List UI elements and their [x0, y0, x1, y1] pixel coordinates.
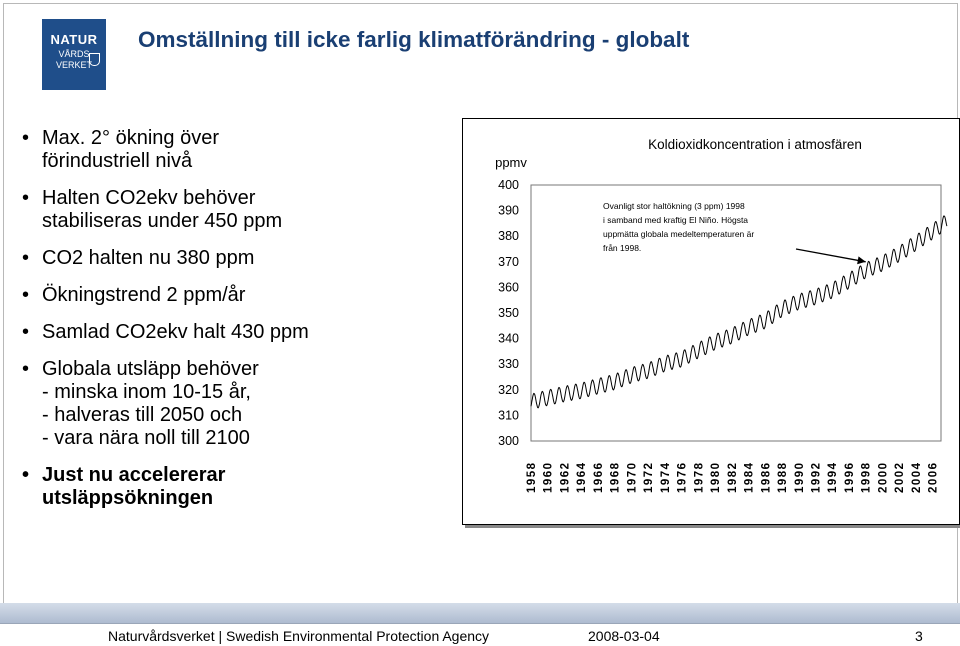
bullet-item: • Max. 2° ökning över förindustriell nivå	[20, 127, 450, 173]
x-tick-label: 1980	[710, 461, 723, 493]
logo-line-3: VERKET	[55, 60, 92, 70]
x-tick-label: 1990	[793, 461, 806, 493]
x-tick-label: 1970	[626, 461, 639, 493]
x-tick-label: 1958	[526, 461, 538, 493]
y-tick-label: 400	[498, 178, 519, 192]
arrowhead	[857, 256, 866, 264]
x-tick-label: 1972	[643, 461, 656, 493]
x-tick-label: 1964	[576, 461, 589, 493]
x-tick-label: 1974	[659, 461, 672, 493]
y-tick-label: 370	[498, 254, 519, 269]
annotation-arrow	[796, 249, 866, 262]
x-tick-label: 1994	[827, 461, 840, 493]
logo-line-1: NATUR	[50, 32, 98, 47]
y-tick-label: 390	[498, 203, 519, 218]
x-tick-label: 2002	[894, 461, 907, 493]
page-number: 3	[915, 628, 923, 644]
x-tick-label: 1960	[542, 461, 555, 493]
bullet-list	[20, 127, 450, 524]
x-tick-label: 1976	[676, 461, 689, 493]
x-tick-label: 1962	[559, 461, 572, 493]
x-tick-label: 1996	[843, 461, 856, 493]
footer-organisation: Naturvårdsverket | Swedish Environmental Protection Agency	[108, 628, 490, 644]
x-tick-label: 2004	[910, 461, 923, 493]
x-tick-label: 1992	[810, 461, 823, 493]
footer-date: 2008-03-04	[588, 628, 660, 644]
annotation-text: Ovanligt stor haltökning (3 ppm) 1998 i samband med kraftig El Niño. Högsta uppmätta globala medeltemperaturen är från 1998.	[603, 201, 755, 253]
footer-divider	[0, 623, 960, 624]
x-tick-label: 2000	[877, 461, 890, 493]
chart-title: Koldioxidkoncentration i atmosfären	[648, 137, 862, 152]
x-tick-label: 1966	[592, 461, 605, 493]
bullet-item: • Just nu accelererar utsläppsökningen	[20, 464, 450, 510]
y-tick-label: 320	[498, 382, 519, 397]
y-tick-label: 340	[498, 331, 519, 346]
x-tick-label: 1988	[777, 461, 790, 493]
co2-chart	[462, 118, 960, 525]
y-tick-label: 380	[498, 229, 519, 244]
chart-canvas	[463, 119, 959, 524]
footer	[0, 603, 960, 646]
bullet-item: • Samlad CO2ekv halt 430 ppm	[20, 321, 450, 344]
bullet-item: • Halten CO2ekv behöver stabiliseras under 450 ppm	[20, 187, 450, 233]
y-tick-label: 330	[498, 357, 519, 372]
x-tick-label: 1978	[693, 461, 706, 493]
bullet-item: • Globala utsläpp behöver - minska inom 10-15 år, - halveras till 2050 och - vara nära noll till 2100	[20, 358, 450, 450]
logo-line-2: VÅRDS	[58, 49, 90, 59]
x-tick-label: 1984	[743, 461, 756, 493]
footer-band	[0, 603, 960, 623]
bullet-item: • CO2 halten nu 380 ppm	[20, 247, 450, 270]
x-tick-label: 2006	[927, 461, 940, 493]
annotation	[603, 201, 866, 264]
bullet-item: • Ökningstrend 2 ppm/år	[20, 284, 450, 307]
x-tick-label: 1998	[860, 461, 873, 493]
x-tick-label: 1968	[609, 461, 622, 493]
naturvardsverket-logo	[42, 19, 106, 90]
x-tick-label: 1982	[726, 461, 739, 493]
y-axis-label: ppmv	[495, 155, 527, 170]
y-tick-label: 350	[498, 306, 519, 320]
co2-series-line	[531, 216, 947, 408]
y-tick-label: 300	[498, 434, 519, 448]
y-tick-label: 310	[498, 408, 519, 423]
slide-title: Omställning till icke farlig klimatförändring - globalt	[138, 27, 690, 52]
crest-icon	[89, 53, 100, 66]
x-tick-label: 1986	[760, 461, 773, 493]
y-tick-label: 360	[498, 280, 519, 295]
